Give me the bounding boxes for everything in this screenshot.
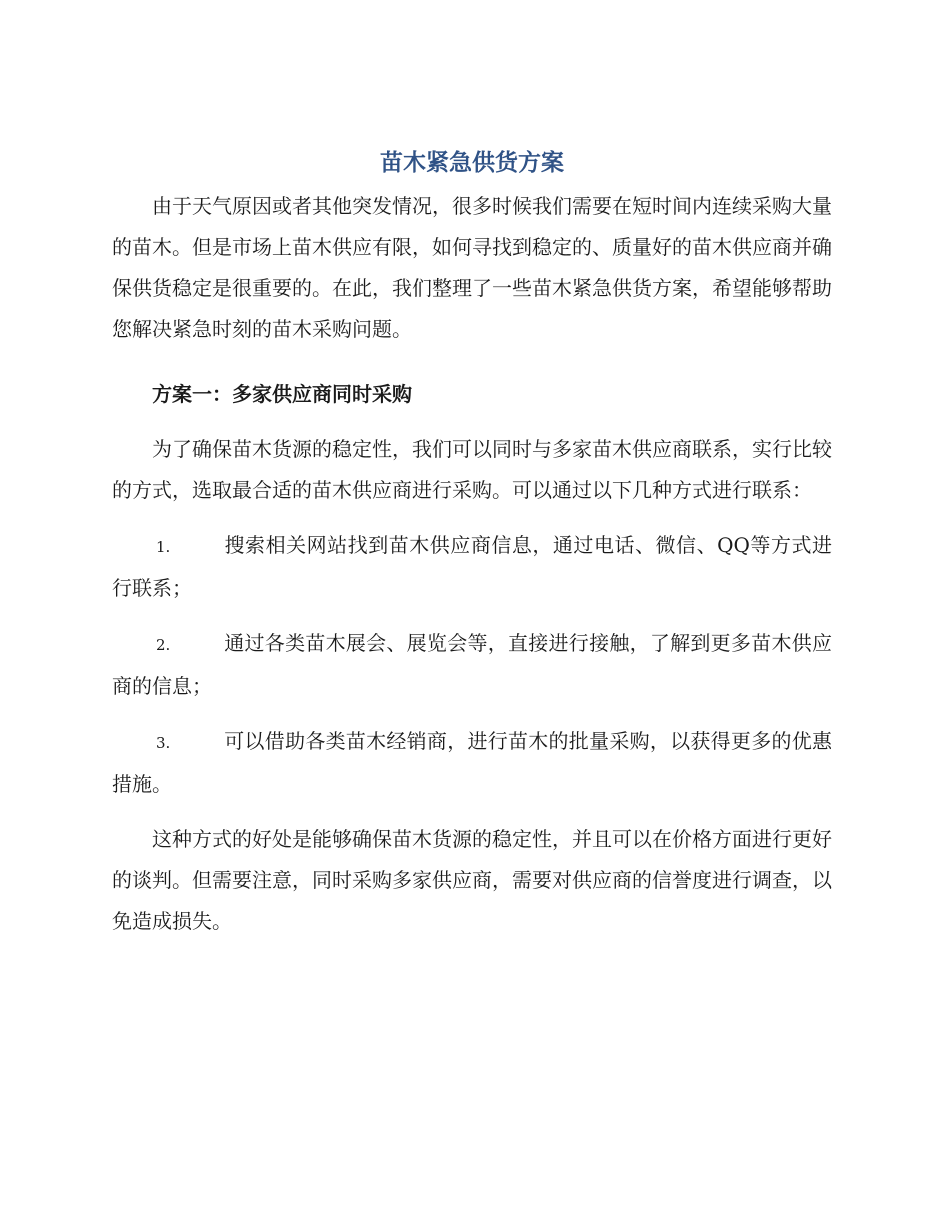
- list-item-text: 搜索相关网站找到苗木供应商信息，通过电话、微信、QQ等方式进行联系；: [112, 533, 832, 600]
- document-title: 苗木紧急供货方案: [380, 150, 564, 176]
- section-paragraph: 为了确保苗木货源的稳定性，我们可以同时与多家苗木供应商联系，实行比较的方式，选取最合适的苗木供应商进行采购。可以通过以下几种方式进行联系：: [112, 437, 832, 502]
- spacer: [112, 350, 832, 364]
- list-number: 1.: [156, 538, 171, 556]
- section-paragraph: 这种方式的好处是能够确保苗木货源的稳定性，并且可以在价格方面进行更好的谈判。但需要注意，同时采购多家供应商，需要对供应商的信誉度进行调查，以免造成损失。: [112, 827, 832, 933]
- list-number: 3.: [156, 734, 171, 752]
- spacer: [112, 805, 832, 819]
- intro-paragraph: 由于天气原因或者其他突发情况，很多时候我们需要在短时间内连续采购大量的苗木。但是市场上苗木供应有限，如何寻找到稳定的、质量好的苗木供应商并确保供货稳定是很重要的。在此，我们整理了一些苗木紧急供货方案，希望能够帮助您解决紧急时刻的苗木采购问题。: [112, 194, 832, 341]
- list-item: [112, 623, 832, 707]
- spacer: [112, 511, 832, 525]
- list-item: [112, 525, 832, 609]
- list-item-text: 通过各类苗木展会、展览会等，直接进行接触，了解到更多苗木供应商的信息；: [112, 631, 832, 698]
- document-body: [112, 146, 832, 942]
- spacer: [112, 415, 832, 429]
- list-item: [112, 721, 832, 805]
- spacer: [112, 609, 832, 623]
- spacer: [112, 707, 832, 721]
- list-item-text: 可以借助各类苗木经销商，进行苗木的批量采购，以获得更多的优惠措施。: [112, 729, 832, 796]
- list-number: 2.: [156, 636, 171, 654]
- section-heading: 方案一：多家供应商同时采购: [152, 382, 412, 406]
